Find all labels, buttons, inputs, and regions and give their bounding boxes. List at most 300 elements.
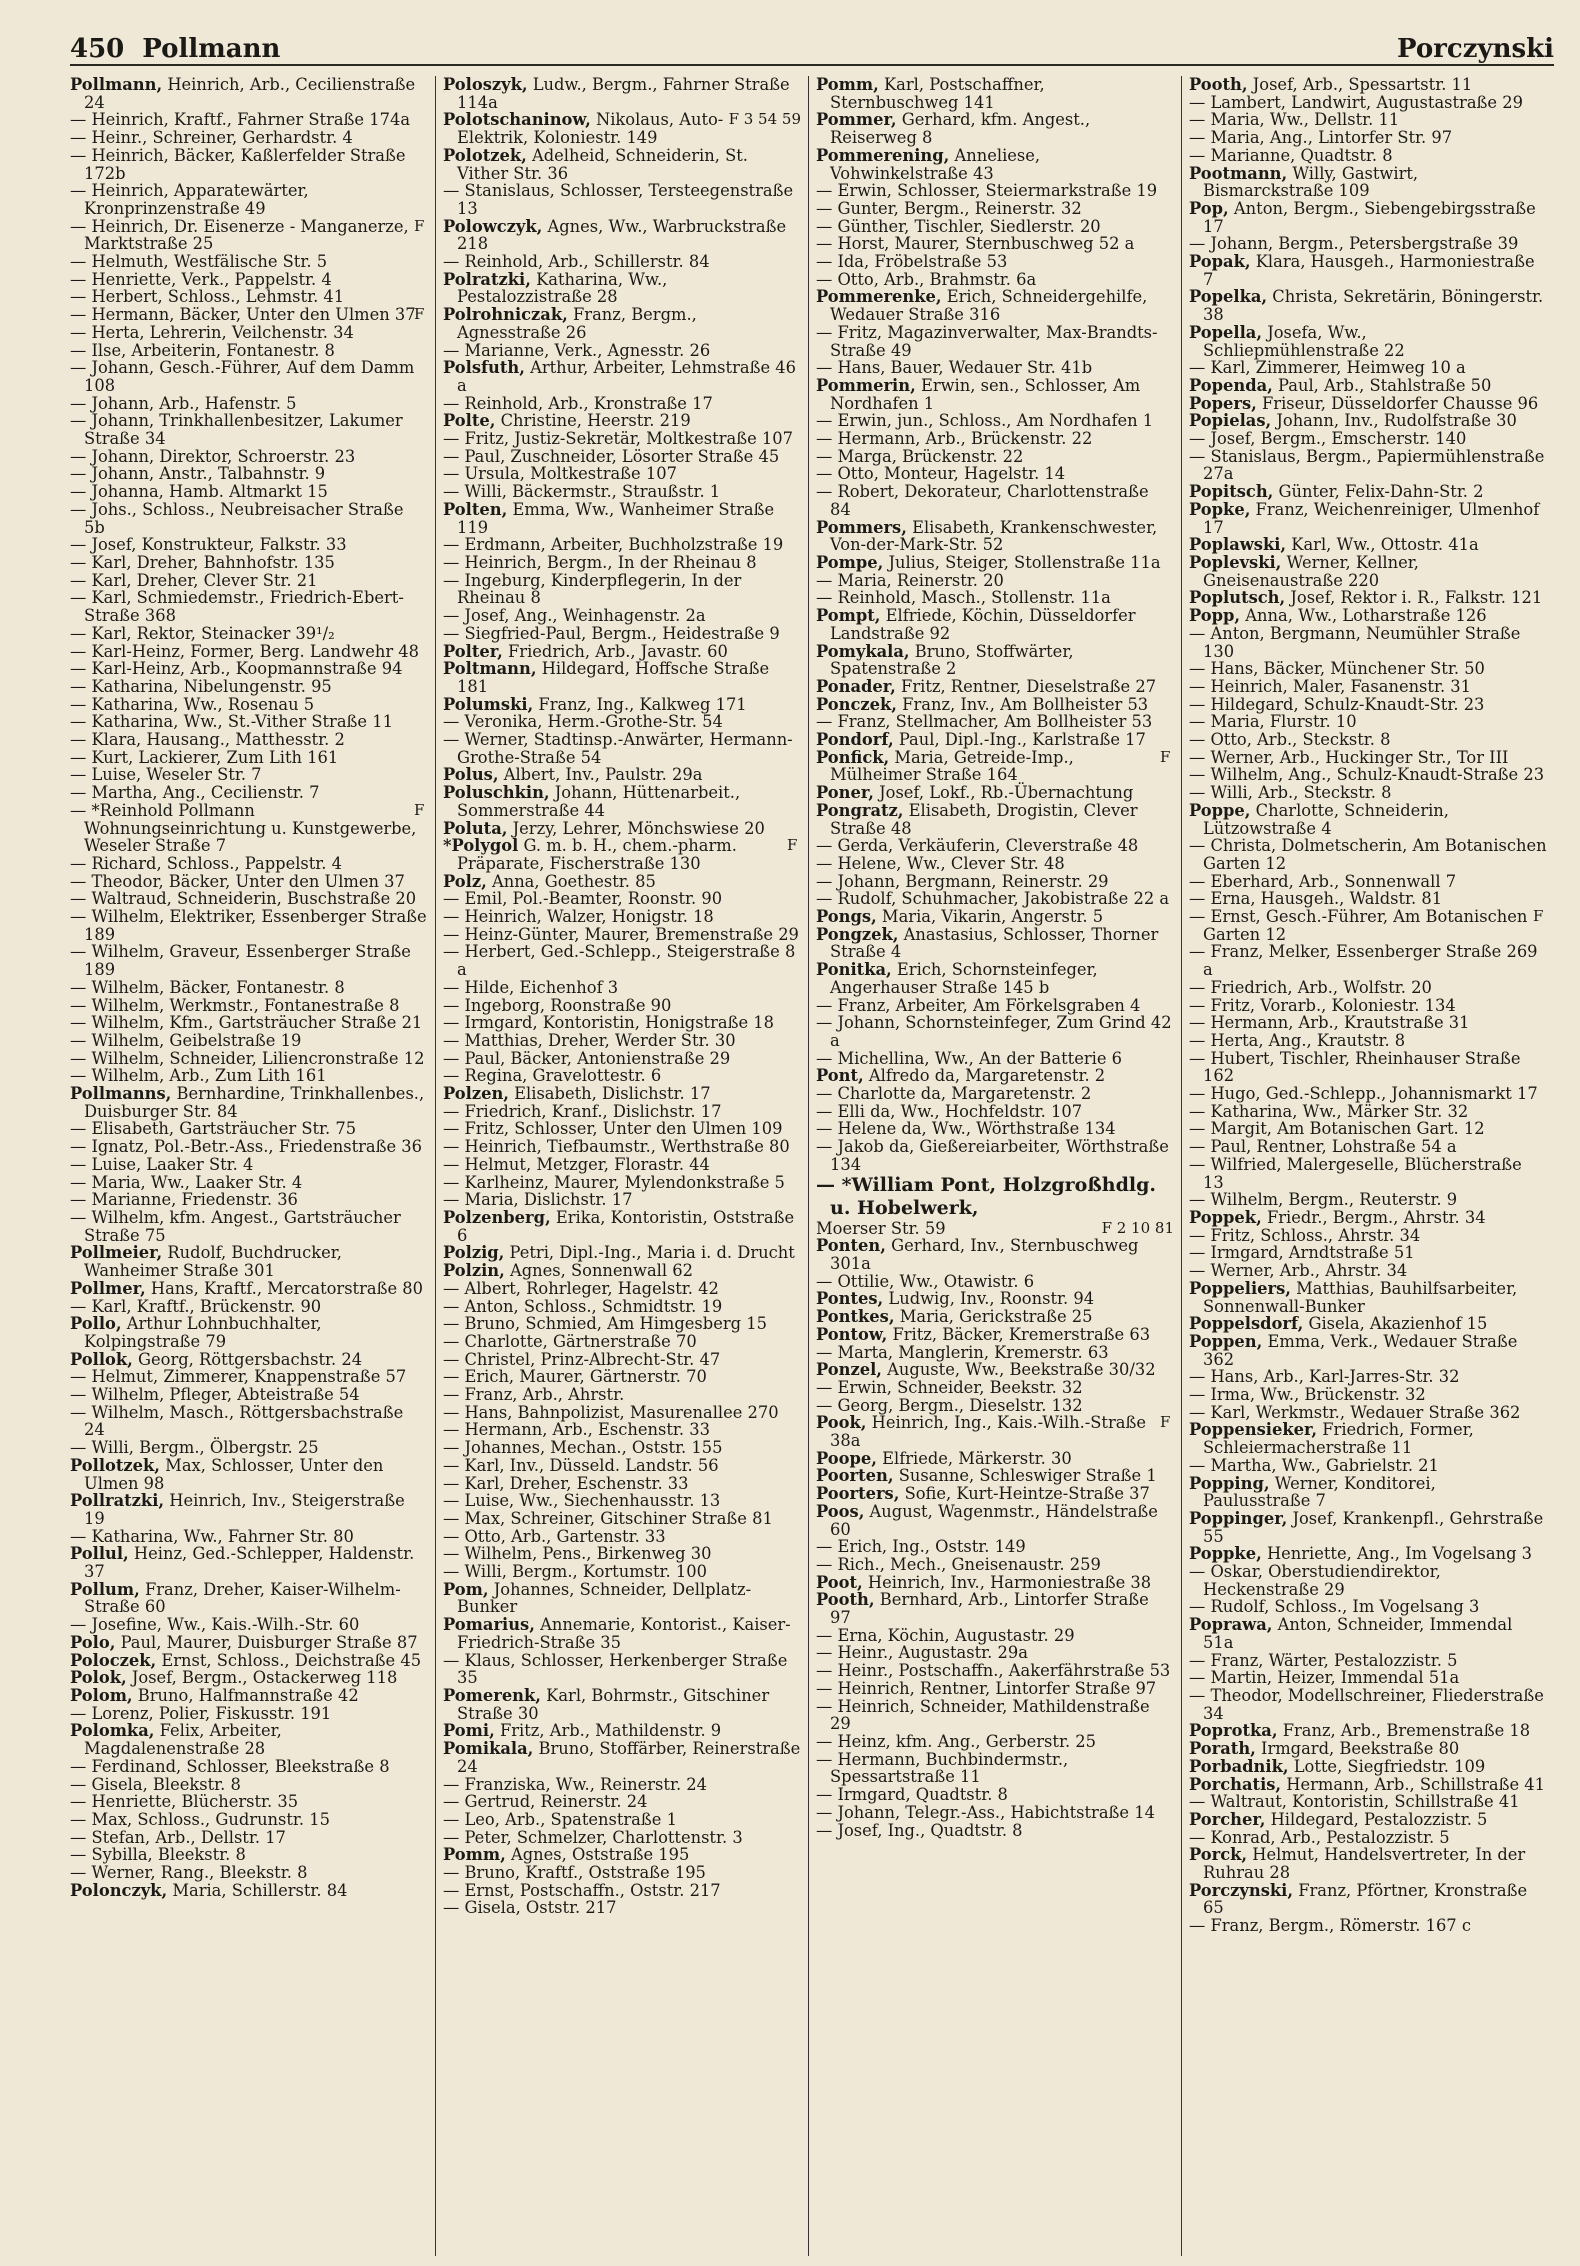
entry-text: — Werner, Arb., Ahrstr. 34 xyxy=(1189,1261,1408,1281)
directory-entry xyxy=(70,1492,428,1527)
directory-entry xyxy=(816,1050,1174,1068)
directory-entry xyxy=(1189,1262,1547,1280)
directory-entry xyxy=(443,1191,801,1209)
directory-entry xyxy=(816,200,1174,218)
directory-entry xyxy=(443,111,801,146)
entry-text: — Friedrich, Kranf., Dislichstr. 17 xyxy=(443,1101,722,1121)
entry-text: Maria, Vikarin, Angerstr. 5 xyxy=(881,907,1104,927)
entry-text: — Karl, Rektor, Steinacker 39¹/₂ xyxy=(70,623,335,643)
directory-entry xyxy=(70,324,428,342)
entry-text: Helmut, Handelsvertreter, In der Ruhrau 28 xyxy=(1203,1845,1526,1883)
entry-text: — Josefine, Ww., Kais.-Wilh.-Str. 60 xyxy=(70,1615,360,1635)
directory-entry xyxy=(443,395,801,413)
entry-text: Moerser Str. 59 xyxy=(816,1218,946,1238)
entry-text: Franz, Ing., Kalkweg 171 xyxy=(538,694,747,714)
entry-text: — Michellina, Ww., An der Batterie 6 xyxy=(816,1048,1122,1068)
entry-surname: Ponitka, xyxy=(816,960,892,980)
entry-surname: Polratzki, xyxy=(443,269,531,289)
directory-entry xyxy=(816,678,1174,696)
directory-entry xyxy=(70,1669,428,1687)
directory-entry xyxy=(1189,1598,1547,1616)
directory-entry xyxy=(816,412,1174,430)
directory-entry xyxy=(1189,94,1547,112)
entry-surname: Porcher, xyxy=(1189,1809,1266,1829)
directory-entry xyxy=(1189,1457,1547,1475)
entry-text: — Franz, Melker, Essenberger Straße 269 a xyxy=(1189,942,1538,980)
entry-text: — Karl-Heinz, Former, Berg. Landwehr 48 xyxy=(70,641,419,661)
entry-text: — Herta, Lehrerin, Veilchenstr. 34 xyxy=(70,322,354,342)
directory-entry xyxy=(443,448,801,466)
directory-entry xyxy=(816,1120,1174,1138)
entry-text: — Hans, Bäcker, Münchener Str. 50 xyxy=(1189,659,1485,679)
entry-text: Fritz, Bäcker, Kremerstraße 63 xyxy=(892,1324,1151,1344)
entry-text: Arthur Lohnbuchhalter, Kolpingstraße 79 xyxy=(84,1314,322,1351)
directory-entry xyxy=(816,1397,1174,1415)
directory-entry xyxy=(70,1705,428,1723)
directory-entry xyxy=(443,1793,801,1811)
directory-entry xyxy=(443,271,801,306)
directory-entry xyxy=(443,218,801,253)
entry-text: — Hubert, Tischler, Rheinhauser Straße 162 xyxy=(1189,1048,1521,1086)
directory-entry xyxy=(1189,943,1547,978)
directory-entry xyxy=(816,288,1174,323)
directory-entry xyxy=(70,1386,428,1404)
directory-entry xyxy=(70,111,428,129)
entry-text: — Johann, Anstr., Talbahnstr. 9 xyxy=(70,464,326,484)
directory-entry xyxy=(443,342,801,360)
entry-surname: Porczynski, xyxy=(1189,1880,1293,1900)
entry-surname: Polotzek, xyxy=(443,145,527,165)
directory-entry xyxy=(816,76,1174,111)
entry-text: — Martin, Heizer, Immendal 51a xyxy=(1189,1668,1460,1688)
directory-entry xyxy=(443,412,801,430)
directory-entry xyxy=(70,1687,428,1705)
entry-text: — Bruno, Kraftf., Oststraße 195 xyxy=(443,1863,706,1883)
entry-surname: Pontkes, xyxy=(816,1307,895,1327)
entry-surname: Poloszyk, xyxy=(443,76,528,94)
directory-entry xyxy=(70,713,428,731)
entry-text: — Heinrich, Bäcker, Kaßlerfelder Straße 172b xyxy=(70,145,406,183)
entry-text: — Erich, Ing., Oststr. 149 xyxy=(816,1537,1026,1557)
entry-surname: Pomm, xyxy=(443,1845,506,1865)
entry-text: Agnes, Oststraße 195 xyxy=(510,1845,690,1865)
directory-entry xyxy=(816,1273,1174,1291)
entry-text: — Fritz, Justiz-Sekretär, Moltkestraße 107 xyxy=(443,429,793,449)
directory-entry: F Ponfick, Maria, Getreide-Imp., Mülheimer Straße 164 xyxy=(816,747,1171,785)
entry-text: — Heinrich, Bergm., In der Rheinau 8 xyxy=(443,552,757,572)
entry-text: — Max, Schloss., Gudrunstr. 15 xyxy=(70,1809,330,1829)
entry-surname: Poppensieker, xyxy=(1189,1420,1318,1440)
directory-entry xyxy=(443,1244,801,1262)
directory-entry xyxy=(443,713,801,731)
directory-entry xyxy=(443,554,801,572)
header-first-name: Pollmann xyxy=(142,34,281,64)
entry-text: Franz, Pförtner, Kronstraße 65 xyxy=(1203,1880,1528,1918)
entry-text: — Elli da, Ww., Hochfeldstr. 107 xyxy=(816,1101,1083,1121)
directory-entry xyxy=(70,1014,428,1032)
directory-entry xyxy=(816,1503,1174,1538)
entry-surname: Polotschaninow, xyxy=(443,110,591,130)
directory-entry xyxy=(1189,1085,1547,1103)
directory-entry xyxy=(1189,324,1547,359)
directory-entry xyxy=(70,1280,428,1298)
entry-text: — Ernst, Postschaffn., Oststr. 217 xyxy=(443,1880,721,1900)
entry-surname: Pont, xyxy=(816,1066,864,1086)
entry-surname: Popielas, xyxy=(1189,411,1272,431)
entry-surname: Poorten, xyxy=(816,1466,894,1486)
entry-text: Katharina, Ww., Pestalozzistraße 28 xyxy=(457,269,668,307)
directory-entry xyxy=(816,589,1174,607)
directory-entry xyxy=(443,1687,801,1722)
entry-text: — Wilhelm, Pfleger, Abteistraße 54 xyxy=(70,1385,360,1405)
directory-entry xyxy=(70,271,428,289)
directory-entry xyxy=(816,1698,1174,1733)
directory-entry xyxy=(70,395,428,413)
entry-text: — Willi, Bergm., Ölbergstr. 25 xyxy=(70,1438,319,1458)
entry-text: Bruno, Stoffwärter, Spatenstraße 2 xyxy=(830,641,1074,679)
directory-entry xyxy=(70,589,428,624)
entry-text: — Marta, Manglerin, Kremerstr. 63 xyxy=(816,1342,1109,1362)
entry-surname: Poppe, xyxy=(1189,800,1251,820)
entry-text: Karl, Postschaffner, Sternbuschweg 141 xyxy=(830,76,1045,112)
entry-text: Gerhard, kfm. Angest., Reiserweg 8 xyxy=(830,110,1091,148)
directory-entry xyxy=(1189,589,1547,607)
entry-text: — Otto, Arb., Gartenstr. 33 xyxy=(443,1526,666,1546)
entry-text: — Marianne, Friedenstr. 36 xyxy=(70,1190,298,1210)
directory-entry xyxy=(1189,501,1547,536)
directory-entry xyxy=(443,1811,801,1829)
directory-entry xyxy=(1189,1156,1547,1191)
directory-entry xyxy=(1189,660,1547,678)
directory-entry xyxy=(70,342,428,360)
directory-entry xyxy=(443,572,801,607)
entry-text: — Henriette, Verk., Pappelstr. 4 xyxy=(70,269,332,289)
entry-text: — Fritz, Magazinverwalter, Max-Brandts-Straße 49 xyxy=(816,322,1158,360)
directory-entry: F Pook, Heinrich, Ing., Kais.-Wilh.-Straße 38a xyxy=(816,1413,1171,1451)
entry-text: — Wilhelm, kfm. Angest., Gartsträucher Straße 75 xyxy=(70,1208,401,1245)
entry-text: — Martha, Ww., Gabrielstr. 21 xyxy=(1189,1455,1439,1475)
directory-entry xyxy=(443,1014,801,1032)
directory-entry xyxy=(70,678,428,696)
entry-text: Fritz, Rentner, Dieselstraße 27 xyxy=(901,676,1157,696)
entry-surname: Polok, xyxy=(70,1668,127,1688)
entry-text: — Maria, Dislichstr. 17 xyxy=(443,1190,633,1210)
directory-entry xyxy=(443,1085,801,1103)
entry-text: — Wilhelm, Bäcker, Fontanestr. 8 xyxy=(70,977,345,997)
directory-entry xyxy=(443,1722,801,1740)
entry-text: — Wilhelm, Pens., Birkenweg 30 xyxy=(443,1544,712,1564)
directory-entry xyxy=(816,182,1174,200)
entry-surname: Poot, xyxy=(816,1572,863,1592)
directory-entry: F — Hermann, Bäcker, Unter den Ulmen 37 xyxy=(70,305,425,325)
directory-entry xyxy=(816,926,1174,961)
entry-text: — Gerda, Verkäuferin, Cleverstraße 48 xyxy=(816,836,1139,856)
entry-text: — Heinr., Schreiner, Gerhardstr. 4 xyxy=(70,128,353,148)
entry-text: — Ottilie, Ww., Otawistr. 6 xyxy=(816,1271,1035,1291)
directory-entry xyxy=(70,1351,428,1369)
directory-entry xyxy=(816,643,1174,678)
directory-entry xyxy=(1189,1811,1547,1829)
entry-text: — Franz, Arb., Ahrstr. xyxy=(443,1385,625,1405)
entry-text: — Klara, Hausang., Matthesstr. 2 xyxy=(70,730,345,750)
directory-entry xyxy=(1189,766,1547,784)
entry-text: — Marga, Brückenstr. 22 xyxy=(816,446,1024,466)
entry-surname: Pollotzek, xyxy=(70,1455,160,1475)
entry-text: — Max, Schreiner, Gitschiner Straße 81 xyxy=(443,1508,773,1528)
entry-text: Hildegard, Pestalozzistr. 5 xyxy=(1270,1809,1488,1829)
directory-entry xyxy=(1189,1050,1547,1085)
entry-text: Willy, Gastwirt, Bismarckstraße 109 xyxy=(1203,163,1419,201)
entry-text: Anna, Goethestr. 85 xyxy=(491,871,656,891)
entry-text: — Helene, Ww., Clever Str. 48 xyxy=(816,853,1065,873)
directory-entry xyxy=(70,1244,428,1279)
entry-text: Anna, Ww., Lotharstraße 126 xyxy=(1245,606,1487,626)
entry-text: — Katharina, Ww., Märker Str. 32 xyxy=(1189,1101,1469,1121)
entry-text: — Hermann, Arb., Brückenstr. 22 xyxy=(816,429,1093,449)
directory-entry xyxy=(443,1368,801,1386)
entry-phone: F 2 10 81 xyxy=(1101,1218,1174,1237)
directory-entry xyxy=(70,1634,428,1652)
entry-text: Hermann, Arb., Schillstraße 41 xyxy=(1286,1774,1546,1794)
entry-text: — Hans, Arb., Karl-Jarres-Str. 32 xyxy=(1189,1367,1460,1387)
entry-text: — Helmuth, Westfälische Str. 5 xyxy=(70,252,328,272)
directory-entry xyxy=(1189,997,1547,1015)
directory-entry xyxy=(70,536,428,554)
directory-entry xyxy=(443,1581,801,1616)
entry-text: Elfriede, Märkerstr. 30 xyxy=(882,1448,1072,1468)
entry-text: Christa, Sekretärin, Böningerstr. 38 xyxy=(1203,287,1544,325)
entry-text: August, Wagenmstr., Händelstraße 60 xyxy=(830,1501,1158,1539)
directory-entry xyxy=(443,465,801,483)
directory-entry xyxy=(70,731,428,749)
directory-entry xyxy=(70,1846,428,1864)
entry-text: — Irma, Ww., Brückenstr. 32 xyxy=(1189,1385,1426,1405)
entry-text: Josef, Arb., Spessartstr. 11 xyxy=(1252,76,1473,94)
directory-entry xyxy=(1189,784,1547,802)
entry-surname: Poplevski, xyxy=(1189,552,1282,572)
entry-text: Felix, Arbeiter, Magdalenenstraße 28 xyxy=(84,1721,282,1759)
directory-entry xyxy=(816,873,1174,891)
directory-entry xyxy=(816,890,1174,908)
entry-text: — Anton, Bergmann, Neumühler Straße 130 xyxy=(1189,623,1521,661)
directory-entry xyxy=(443,643,801,661)
entry-surname: Poltmann, xyxy=(443,659,537,679)
directory-entry xyxy=(443,696,801,714)
entry-text: — Johann, Direktor, Schroerstr. 23 xyxy=(70,446,356,466)
entry-surname: Polrohniczak, xyxy=(443,305,568,325)
directory-entry xyxy=(443,1209,801,1244)
directory-entry xyxy=(816,572,1174,590)
page-header xyxy=(70,18,1554,66)
entry-text: — Wilhelm, Werkmstr., Fontanestraße 8 xyxy=(70,995,400,1015)
entry-text: — Gertrud, Reinerstr. 24 xyxy=(443,1792,648,1812)
entry-text: — Wilhelm, Bergm., Reuterstr. 9 xyxy=(1189,1190,1458,1210)
entry-text: — Heinr., Augustastr. 29a xyxy=(816,1643,1028,1663)
entry-surname: Pompe, xyxy=(816,552,884,572)
directory-entry xyxy=(816,1574,1174,1592)
directory-entry xyxy=(1189,713,1547,731)
entry-text: — Waltraut, Kontoristin, Schillstraße 41 xyxy=(1189,1792,1520,1812)
directory-entry xyxy=(70,855,428,873)
entry-text: Charlotte, Schneiderin, Lützowstraße 4 xyxy=(1203,800,1449,838)
entry-surname: Ponten, xyxy=(816,1236,886,1256)
directory-entry xyxy=(816,465,1174,483)
directory-entry xyxy=(443,536,801,554)
directory-entry xyxy=(70,288,428,306)
directory-entry xyxy=(70,1050,428,1068)
directory-entry xyxy=(70,572,428,590)
directory-entry xyxy=(1189,359,1547,377)
entry-text: — Charlotte da, Margaretenstr. 2 xyxy=(816,1084,1092,1104)
entry-text: Emma, Ww., Wanheimer Straße 119 xyxy=(457,499,775,537)
entry-surname: Pollmanns, xyxy=(70,1084,172,1104)
directory-entry xyxy=(816,1556,1174,1574)
directory-entry xyxy=(1189,288,1547,323)
entry-text: — Helmut, Metzger, Florastr. 44 xyxy=(443,1154,710,1174)
entry-text: — Wilhelm, Elektriker, Essenberger Straße 189 xyxy=(70,907,427,944)
entry-surname: Poplawski, xyxy=(1189,535,1287,555)
directory-entry xyxy=(816,1591,1174,1626)
entry-text: — Karl, Schmiedemstr., Friedrich-Ebert-Straße 368 xyxy=(70,588,404,626)
directory-entry xyxy=(1189,1333,1547,1368)
entry-text: Josef, Bergm., Ostackerweg 118 xyxy=(131,1668,398,1688)
directory-entry xyxy=(1189,1032,1547,1050)
directory-entry xyxy=(1189,607,1547,625)
directory-entry xyxy=(70,1085,428,1120)
entry-text: — Veronika, Herm.-Grothe-Str. 54 xyxy=(443,712,723,732)
directory-entry xyxy=(1189,536,1547,554)
entry-surname: Polzenberg, xyxy=(443,1208,551,1227)
entry-surname: Popke, xyxy=(1189,499,1251,519)
directory-entry xyxy=(70,1793,428,1811)
entry-text: — Hermann, Arb., Krautstraße 31 xyxy=(1189,1013,1470,1033)
entry-text: Josefa, Ww., Schliepmühlenstraße 22 xyxy=(1203,322,1405,360)
entry-text: — Johann, Telegr.-Ass., Habichtstraße 14 xyxy=(816,1802,1155,1822)
entry-text: Gisela, Akazienhof 15 xyxy=(1308,1314,1488,1334)
directory-entry xyxy=(1189,1315,1547,1333)
entry-text: Hildegard, Hoffsche Straße 181 xyxy=(457,659,770,696)
directory-entry xyxy=(816,1103,1174,1121)
entry-surname: Poppinger, xyxy=(1189,1508,1288,1528)
entry-text: — Reinhold, Arb., Schillerstr. 84 xyxy=(443,252,710,272)
directory-entry xyxy=(1189,1545,1547,1563)
directory-entry xyxy=(70,1758,428,1776)
directory-entry xyxy=(443,1528,801,1546)
directory-entry xyxy=(1189,147,1547,165)
entry-surname: Poppelsdorf, xyxy=(1189,1314,1304,1334)
entry-text: — Karl, Inv., Düsseld. Landstr. 56 xyxy=(443,1455,719,1475)
directory-entry xyxy=(443,1616,801,1651)
entry-text: — Jakob da, Gießereiarbeiter, Wörthstraße 134 xyxy=(816,1137,1169,1174)
entry-text: — Helene da, Ww., Wörthstraße 134 xyxy=(816,1119,1116,1139)
directory-entry xyxy=(70,643,428,661)
entry-text: Franz, Arb., Bremenstraße 18 xyxy=(1282,1721,1531,1741)
entry-surname: Polonczyk, xyxy=(70,1880,168,1900)
entry-text: — Erdmann, Arbeiter, Buchholzstraße 19 xyxy=(443,535,784,555)
directory-entry xyxy=(816,1067,1174,1085)
directory-entry xyxy=(1189,1829,1547,1847)
entry-surname: Polzin, xyxy=(443,1261,505,1281)
directory-entry xyxy=(70,1652,428,1670)
entry-surname: Poplutsch, xyxy=(1189,588,1286,608)
directory-entry xyxy=(1189,253,1547,288)
entry-surname: Polz, xyxy=(443,871,487,891)
entry-surname: Popp, xyxy=(1189,606,1241,626)
entry-surname: Popitsch, xyxy=(1189,482,1274,502)
directory-entry xyxy=(443,1421,801,1439)
entry-surname: Poprotka, xyxy=(1189,1721,1278,1741)
entry-text: — Klaus, Schlosser, Herkenberger Straße 35 xyxy=(443,1650,788,1688)
directory-entry xyxy=(1189,1740,1547,1758)
entry-text: Karl, Ww., Ottostr. 41a xyxy=(1291,535,1479,555)
entry-text: Karl, Bohrmstr., Gitschiner Straße 30 xyxy=(457,1685,770,1723)
entry-surname: Pooth, xyxy=(816,1590,875,1610)
entry-text: — Maria, Flurstr. 10 xyxy=(1189,712,1357,732)
entry-surname: Poos, xyxy=(816,1501,865,1521)
entry-surname: Polzen, xyxy=(443,1084,509,1104)
directory-entry xyxy=(443,1740,801,1775)
entry-text: Franz, Bergm., Agnesstraße 26 xyxy=(457,305,697,342)
directory-entry xyxy=(70,696,428,714)
directory-entry xyxy=(1189,731,1547,749)
entry-text: — Emil, Pol.-Beamter, Roonstr. 90 xyxy=(443,889,723,909)
entry-surname: Ponzel, xyxy=(816,1360,882,1380)
entry-text: — Luise, Ww., Siechenhausstr. 13 xyxy=(443,1491,721,1511)
columns xyxy=(70,76,1554,2256)
entry-surname: Pollmer, xyxy=(70,1278,146,1298)
directory-entry xyxy=(816,1085,1174,1103)
entry-text: — Anton, Schloss., Schmidtstr. 19 xyxy=(443,1296,723,1316)
directory-entry xyxy=(70,1829,428,1847)
entry-text: — Bruno, Schmied, Am Himgesberg 15 xyxy=(443,1314,767,1334)
entry-text: — Otto, Arb., Steckstr. 8 xyxy=(1189,730,1391,750)
entry-text: — Robert, Dekorateur, Charlottenstraße 84 xyxy=(816,482,1149,519)
entry-surname: Poppen, xyxy=(1189,1331,1263,1351)
entry-text: Matthias, Bauhilfsarbeiter, Sonnenwall-Bunker xyxy=(1203,1278,1518,1316)
directory-entry xyxy=(70,1722,428,1757)
directory-entry xyxy=(443,147,801,182)
entry-text: Maria, Getreide-Imp., Mülheimer Straße 164 xyxy=(830,747,1074,785)
entry-text: — Heinrich, Dr. Eisenerze - Manganerze, Marktstraße 25 xyxy=(70,216,409,254)
directory-entry xyxy=(443,731,801,766)
directory-entry xyxy=(443,1280,801,1298)
entry-text: — Rich., Mech., Gneisenaustr. 259 xyxy=(816,1554,1101,1574)
entry-text: — Katharina, Ww., Rosenau 5 xyxy=(70,694,315,714)
directory-entry xyxy=(443,1050,801,1068)
column-4 xyxy=(1181,76,1554,2256)
entry-text: Heinrich, Inv., Steigerstraße 19 xyxy=(84,1491,405,1528)
entry-text: — Reinhold, Masch., Stollenstr. 11a xyxy=(816,588,1111,608)
directory-entry xyxy=(70,253,428,271)
directory-entry xyxy=(1189,1776,1547,1794)
directory-entry xyxy=(816,324,1174,359)
directory-entry xyxy=(816,483,1174,518)
entry-text: — Ingeburg, Kinderpflegerin, In der Rheinau 8 xyxy=(443,570,742,608)
entry-phone: F 3 54 59 xyxy=(728,110,801,129)
directory-entry xyxy=(443,253,801,271)
entry-text: — Theodor, Bäcker, Unter den Ulmen 37 xyxy=(70,871,405,891)
entry-text: Bernhard, Arb., Lintorfer Straße 97 xyxy=(830,1590,1149,1628)
directory-entry xyxy=(443,997,801,1015)
entry-text: — Wilhelm, Geibelstraße 19 xyxy=(70,1030,302,1050)
entry-text: — Luise, Weseler Str. 7 xyxy=(70,765,262,785)
entry-text: — Franz, Arbeiter, Am Förkelsgraben 4 xyxy=(816,995,1141,1015)
entry-surname: Pomykala, xyxy=(816,641,910,661)
entry-surname: Poloczek, xyxy=(70,1650,157,1670)
entry-surname: *Polygol xyxy=(443,836,519,856)
entry-surname: Poppek, xyxy=(1189,1208,1262,1227)
directory-entry xyxy=(1189,111,1547,129)
